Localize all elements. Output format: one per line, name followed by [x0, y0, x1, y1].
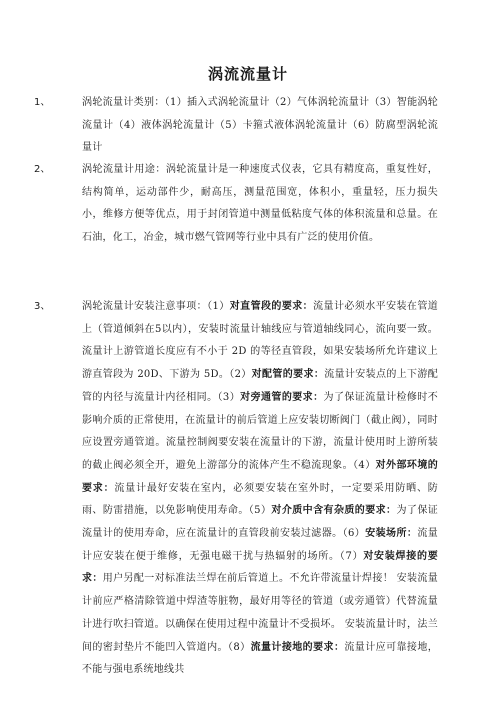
- bold-heading: 流量计接地的要求：: [250, 641, 345, 653]
- list-item: [34, 92, 438, 160]
- text-segment: 流量计应安装在便于维修，无强电磁干扰与热辐射的场所。（7）: [82, 528, 439, 562]
- text-segment: 涡轮流量计类别：（1）插入式涡轮流量计（2）气体涡轮流量计（3）智能涡轮流量计（4）液体涡轮流量计（5）卡箍式液体涡轮流量计（6）防腐型涡轮流量计: [82, 97, 438, 154]
- text-segment: 流量计安装点的上下游配管的内径与流量计内径相同。（3）: [82, 369, 439, 403]
- list-item-number: 2、: [34, 164, 51, 175]
- bold-heading: 对介质中含有杂质的要求：: [271, 505, 397, 517]
- list-item: [34, 296, 439, 682]
- bold-heading: 对安装焊接的要求：: [82, 550, 438, 585]
- list-item: [34, 159, 438, 250]
- text-segment: 为了保证流量计检修时不影响介质的正常使用，在流量计的前后管道上应安装切断阀门（截止阀），同时应设置旁通管道。流量控制阀要安装在流量计的下游，流量计使用时上游所装的截止阀必须全开，避免上游部分的流体产生不稳流现象。（4）: [82, 391, 439, 471]
- text-segment: 流量计必须水平安装在管道上（管道倾斜在5以内），安装时流量计轴线应与管道轴线同心，流向要一致。 流量计上游管道长度应有不小于 2D 的等径直管段，如果安装场所允许建议上游直管段为 20D、下游为 5D。（2）: [82, 301, 439, 381]
- document-title: 涡流流量计: [207, 65, 288, 83]
- list-item-number: 3、: [34, 301, 51, 312]
- text-segment: 用户另配一对标准法兰焊在前后管道上。不允许带流量计焊接！ 安装流量计前应严格清除管道中焊渣等脏物，最好用等径的管道（或旁通管）代替流量计进行吹扫管道。以确保在使用过程中流量计不受损坏。 安装流量计时，法兰间的密封垫片不能凹入管道内。（8）: [82, 573, 439, 653]
- list-item-text: [82, 92, 438, 160]
- list-item-text: [82, 159, 438, 250]
- bold-heading: 对配管的要求：: [251, 369, 325, 381]
- text-segment: 为了保证流量计的使用寿命，应在流量计的直管段前安装过滤器。（6）: [82, 505, 439, 540]
- list-item-number: 1、: [34, 97, 51, 108]
- bold-heading: 对旁通管的要求：: [240, 391, 324, 403]
- list-item-text: [82, 296, 438, 682]
- text-segment: 流量计应可靠接地，不能与强电系统地线共: [82, 641, 439, 676]
- text-segment: 流量计最好安装在室内，必须要安装在室外时，一定要采用防晒、防雨、防雷措施，以免影响使用寿命。（5）: [82, 482, 439, 517]
- text-segment: 涡轮流量计用途：涡轮流量计是一种速度式仪表，它具有精度高，重复性好，结构简单，运动部件少，耐高压，测量范围宽，体积小，重量轻，压力损失小，维修方便等优点，用于封闭管道中测量低粘度气体的体积流量和总量。在石油，化工，冶金，城市燃气管网等行业中具有广泛的使用价值。: [82, 164, 438, 244]
- bold-heading: 安装场所：: [365, 528, 418, 540]
- text-segment: 涡轮流量计安装注意事项：（1）: [82, 301, 230, 312]
- bold-heading: 对外部环境的要求：: [82, 459, 438, 494]
- bold-heading: 对直管段的要求：: [229, 301, 314, 312]
